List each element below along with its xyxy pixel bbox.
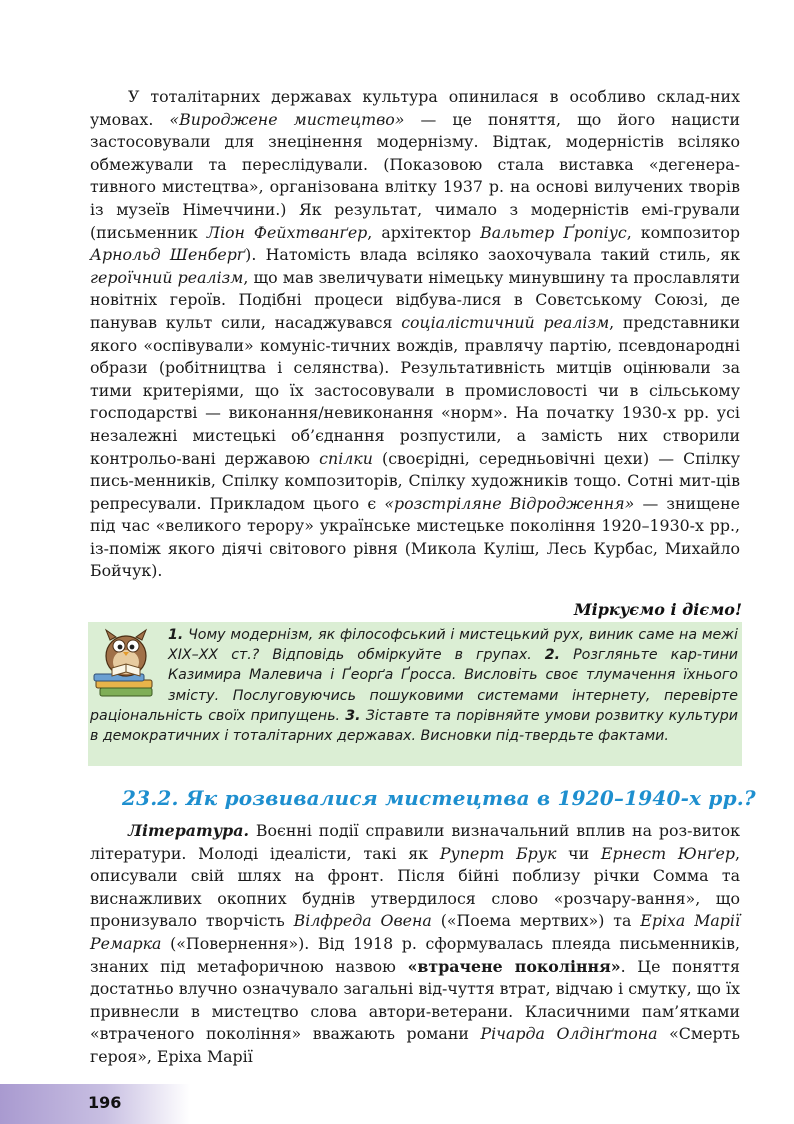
paragraph-literature: Література. Воєнні події справили визначальний вплив на роз-виток літератури. Молоді ідеалісти, такі як Руперт Брук чи Ернест Юнґер, описували свій шлях на фронт. Після бійні поблизу річки Сомма та виснажливих окопних буднів утвердилося слово «розчару-вання», що пронизувало творчість Вілфреда Овена («Поема мертвих») та Еріха Марії Ремарка («Повернення»). Від 1918 р. сформувалась плеяда письменників, знаних під метафоричною назвою «втрачене покоління». Це поняття достатньо влучно означувало загальні від-чуття втрат, відчаю і смутку, що їх привнесли в мистецтво слова автори-ветерани. Класичними пам’ятками «втраченого покоління» вважають романи Річарда Олдінґтона «Смерть героя», Еріха Марії <box>90 821 741 1066</box>
page-number: 196 <box>88 1093 122 1112</box>
owl-reading-books-icon <box>92 624 162 700</box>
task-text: 1. Чому модернізм, як філософський і мистецький рух, виник саме на межі XIX–XX ст.? Відповідь обміркуйте в групах. 2. Розгляньте кар-тини Казимира Малевича і Ґеорґа Ґросса. Висловіть своє тлумачення їхнього змісту. Послуговуючись пошуковими системами інтернету, перевірте раціональність своїх припущень. 3. Зіставте та порівняйте умови розвитку культури в демократичних і тоталітарних державах. Висновки під-твердьте фактами. <box>90 627 738 745</box>
paragraph-totalitarian-culture: У тоталітарних державах культура опинилася в особливо склад-них умовах. «Вироджене мистецтво» — це поняття, що його нацисти застосовували для знецінення модернізму. Відтак, модерністів всіляко обмежували та переслідували. (Показовою стала виставка «дегенера-тивного мистецтва», організована влітку 1937 р. на основі вилучених творів із музеїв Німеччини.) Як результат, чимало з модерністів емі-грували (письменник Ліон Фейхтванґер, архітектор Вальтер Ґропіус, композитор Арнольд Шенберґ). Натомість влада всіляко заохочувала такий стиль, як героїчний реалізм, що мав звеличувати німецьку минувшину та прославляти новітніх героїв. Подібні процеси відбува-лися в Совєтському Союзі, де панував культ сили, насаджувався соціалістичний реалізм, представники якого «оспівували» комуніс-тичних вождів, правлячу партію, псевдонародні образи (робітництва і селянства). Результативність митців оцінювали за тими критеріями, що їх застосовували в промисловості чи в сільському господарстві — виконання/невиконання «норм». На початку 1930-х рр. усі незалежні мистецькі об’єднання розпустили, а замість них створили контрольо-вані державою спілки (своєрідні, середньовічні цехи) — Спілку пись-менників, Спілку композиторів, Спілку художників тощо. Сотні мит-ців репресували. Прикладом цього є «розстріляне Відродження» — знищене під час «великого терору» українське мистецьке покоління 1920–1930-х рр., із-поміж якого діячі світового рівня (Микола Куліш, Лесь Курбас, Михайло Бойчук). <box>90 87 741 581</box>
section-heading: 23.2. Як розвивалися мистецтва в 1920–1940-х рр.? <box>122 786 756 810</box>
think-and-act-title: Міркуємо і діємо! <box>573 600 742 619</box>
